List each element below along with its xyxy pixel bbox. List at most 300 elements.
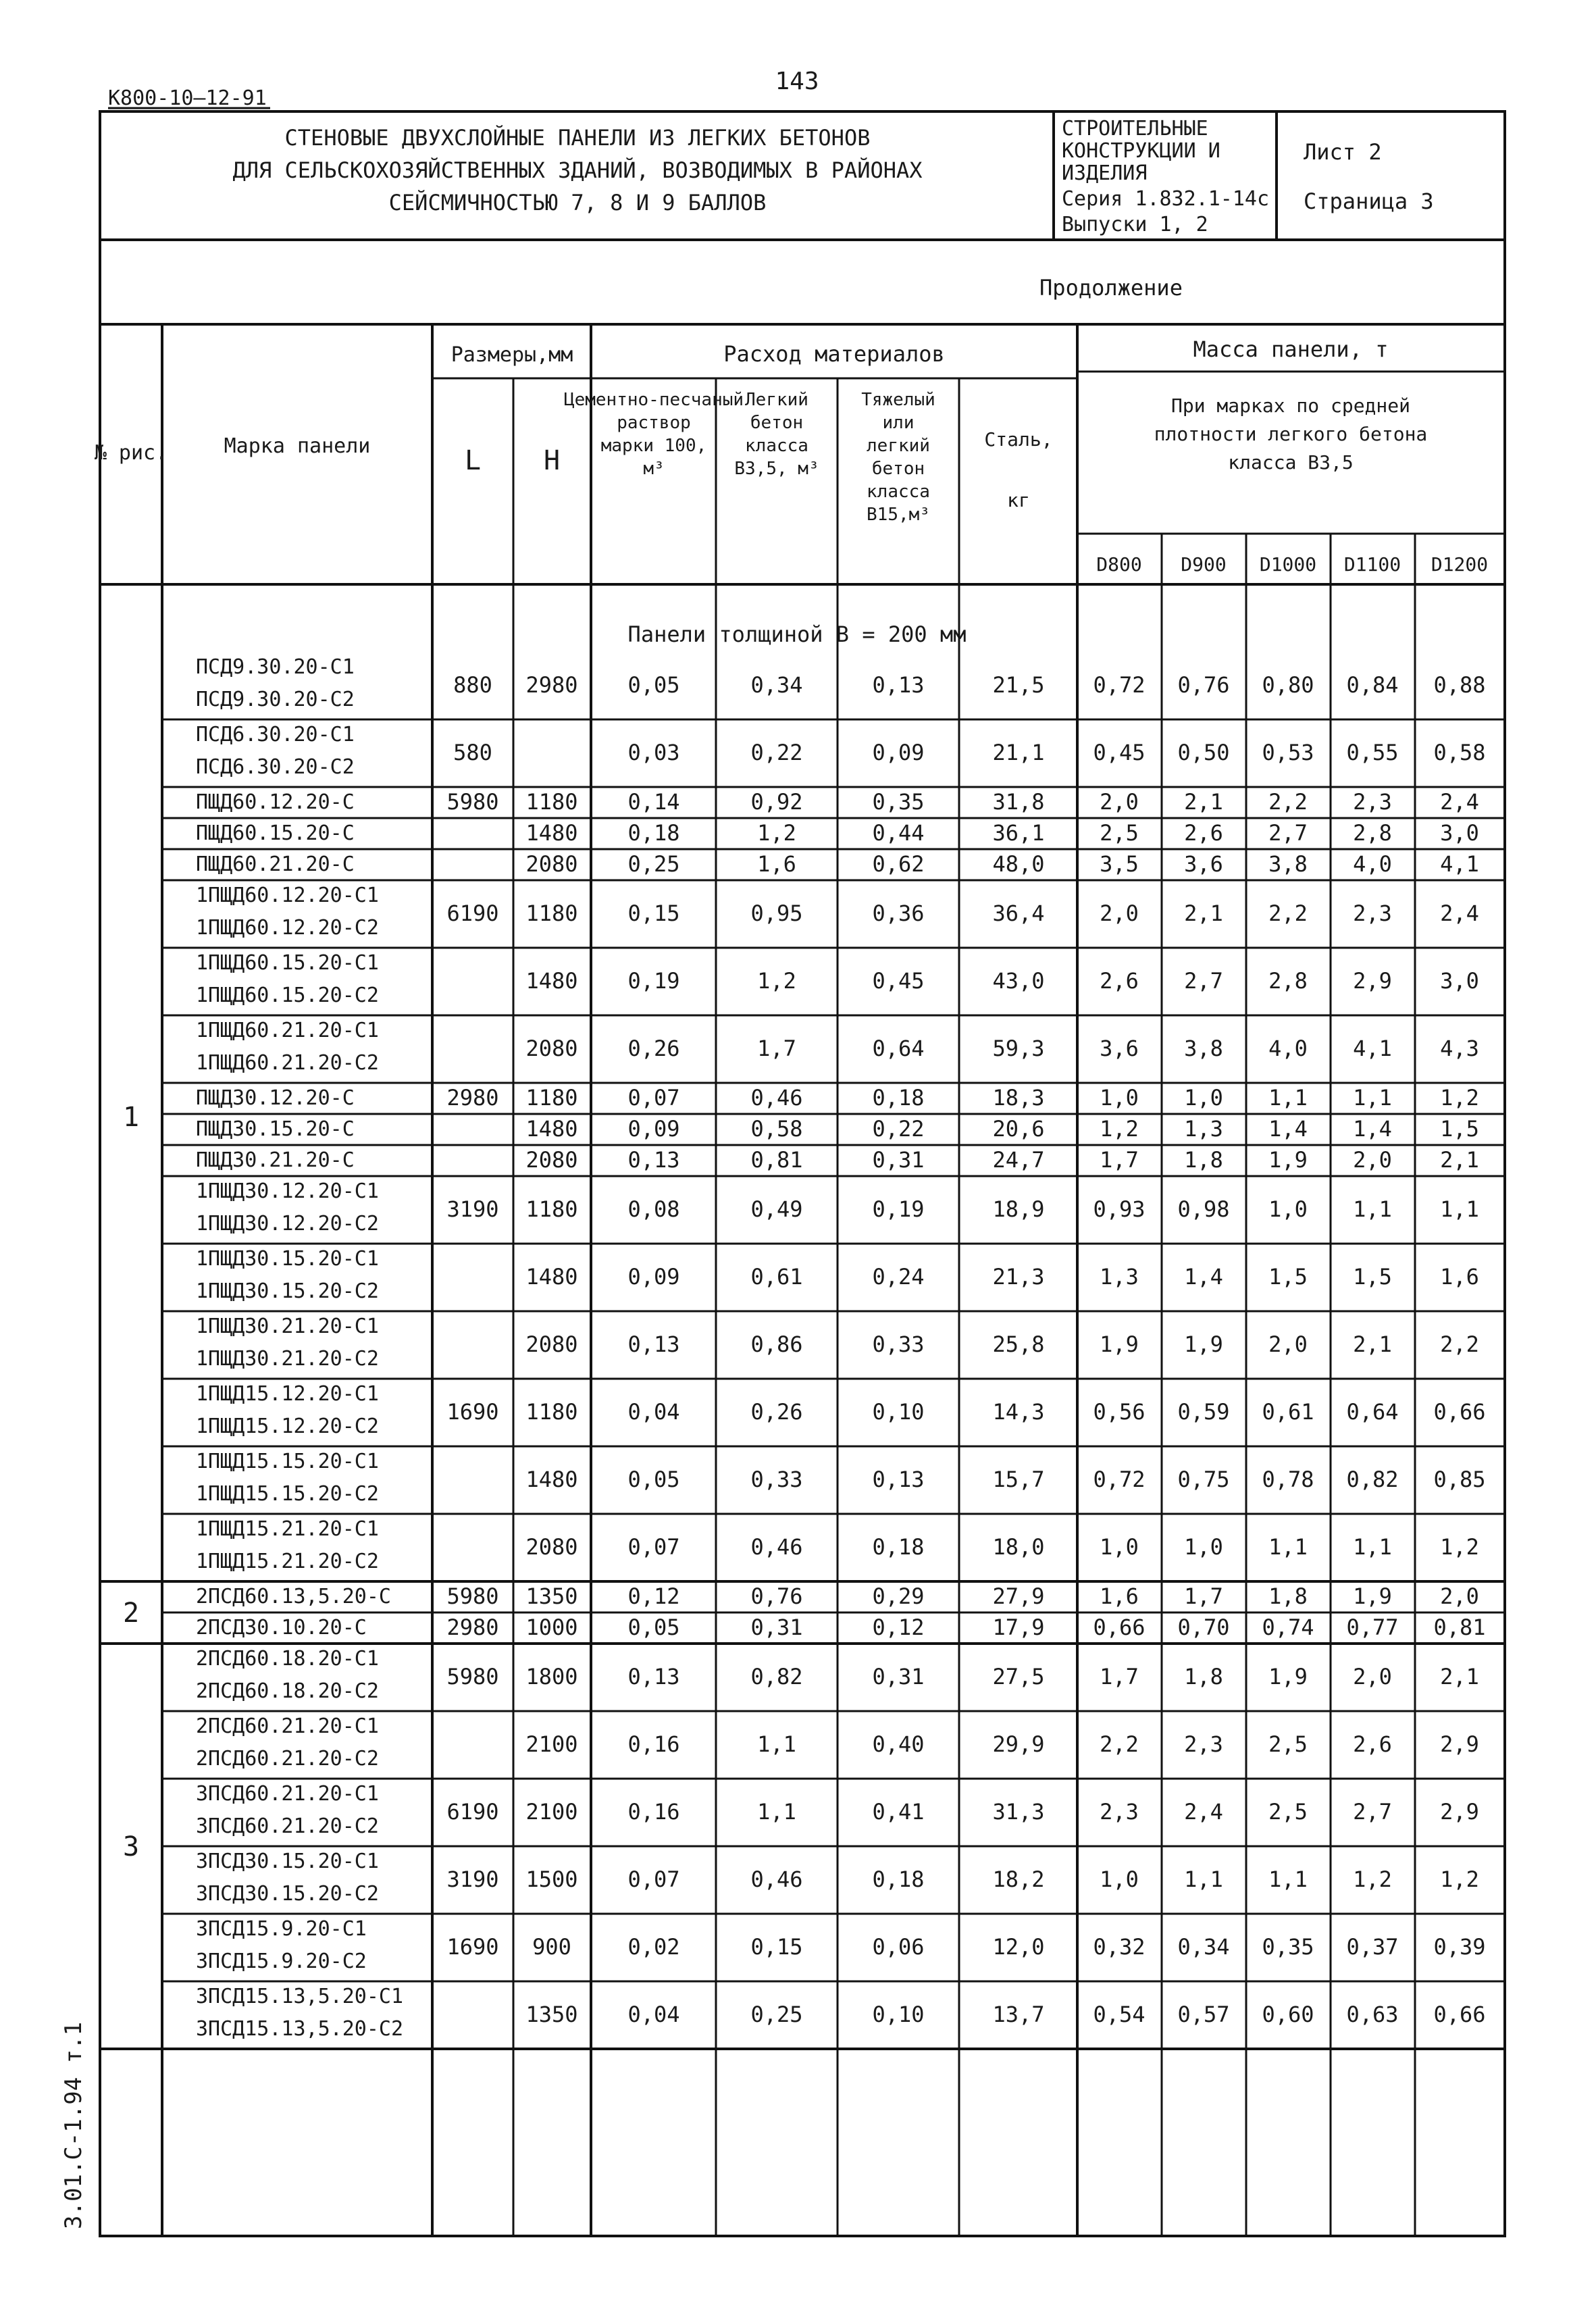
cell-mass: 0,78 [1262, 1467, 1314, 1492]
cell-mass: 2,2 [1440, 1331, 1479, 1357]
cell-mass: 2,2 [1268, 789, 1308, 815]
cell-c3: 0,13 [872, 672, 925, 698]
cell-c3: 0,13 [872, 1467, 925, 1492]
cell-mass: 0,66 [1093, 1615, 1145, 1640]
cell-mass: 3,6 [1100, 1036, 1139, 1061]
panel-mark: ПСД9.30.20-С1 [196, 655, 355, 679]
cell-mass: 3,0 [1440, 820, 1479, 846]
cell-c3: 0,31 [872, 1147, 925, 1173]
panel-mark: 1ПЩД30.15.20-С2 [196, 1279, 379, 1303]
cell-steel: 18,2 [992, 1866, 1045, 1892]
cell-mass: 2,3 [1184, 1731, 1223, 1757]
panel-mark: 1ПЩД30.21.20-С1 [196, 1315, 379, 1338]
cell-c3: 0,24 [872, 1264, 925, 1290]
cell-L: 5980 [446, 1583, 499, 1609]
cell-mass: 0,76 [1177, 672, 1230, 698]
cell-c1: 0,05 [627, 1615, 680, 1640]
cell-steel: 48,0 [992, 851, 1045, 877]
cell-c1: 0,05 [627, 1467, 680, 1492]
cell-mass: 3,5 [1100, 851, 1139, 877]
cell-c1: 0,18 [627, 820, 680, 846]
cell-c3: 0,45 [872, 968, 925, 994]
panel-mark: ПЩД60.15.20-С [196, 821, 355, 845]
cell-c1: 0,19 [627, 968, 680, 994]
cell-mass: 0,77 [1346, 1615, 1399, 1640]
cell-c3: 0,36 [872, 900, 925, 926]
cell-mass: 2,0 [1440, 1583, 1479, 1609]
cell-c1: 0,05 [627, 672, 680, 698]
cell-mass: 0,72 [1093, 672, 1145, 698]
cell-L: 1690 [446, 1399, 499, 1425]
cell-mass: 4,0 [1353, 851, 1392, 877]
cell-mass: 0,72 [1093, 1467, 1145, 1492]
panel-mark: 3ПСД30.15.20-С2 [196, 1882, 379, 1906]
cell-mass: 2,5 [1100, 820, 1139, 846]
header-heavy-concrete: Тяжелый или легкий бетон класса В15,м³ [861, 390, 935, 525]
cell-c1: 0,09 [627, 1264, 680, 1290]
cell-c1: 0,04 [627, 2002, 680, 2027]
figure-number: 2 [122, 1598, 140, 1629]
cell-c2: 0,46 [750, 1534, 803, 1560]
cell-mass: 2,1 [1184, 900, 1223, 926]
panel-mark: 2ПСД60.21.20-С1 [196, 1714, 379, 1738]
cell-H: 2080 [525, 1147, 578, 1173]
table-body [100, 584, 1505, 2236]
cell-mass: 2,0 [1268, 1331, 1308, 1357]
cell-L: 880 [453, 672, 492, 698]
cell-mass: 0,35 [1262, 1934, 1314, 1960]
cell-H: 1480 [525, 1264, 578, 1290]
cell-c1: 0,13 [627, 1664, 680, 1689]
cell-mass: 1,0 [1100, 1085, 1139, 1111]
cell-c1: 0,07 [627, 1534, 680, 1560]
panel-mark: ПЩД30.12.20-С [196, 1086, 355, 1110]
cell-c3: 0,44 [872, 820, 925, 846]
cell-steel: 59,3 [992, 1036, 1045, 1061]
cell-mass: 0,85 [1433, 1467, 1486, 1492]
cell-c2: 0,61 [750, 1264, 803, 1290]
cell-steel: 21,5 [992, 672, 1045, 698]
panel-mark: ПСД6.30.20-С1 [196, 723, 355, 746]
panel-mark: 1ПЩД15.21.20-С1 [196, 1517, 379, 1541]
cell-mass: 0,81 [1433, 1615, 1486, 1640]
cell-c1: 0,13 [627, 1147, 680, 1173]
cell-mass: 1,0 [1268, 1196, 1308, 1222]
header-cement: Цементно-песчаный раствор марки 100, м³ [563, 390, 744, 479]
panel-mark: 2ПСД30.10.20-С [196, 1616, 367, 1640]
cell-c3: 0,12 [872, 1615, 925, 1640]
cell-steel: 21,3 [992, 1264, 1045, 1290]
cell-mass: 0,53 [1262, 740, 1314, 765]
cell-mass: 0,54 [1093, 2002, 1145, 2027]
panel-mark: ПЩД30.21.20-С [196, 1148, 355, 1172]
panel-mark: 1ПЩД15.15.20-С2 [196, 1482, 379, 1506]
cell-mass: 1,3 [1184, 1116, 1223, 1142]
cell-c2: 0,81 [750, 1147, 803, 1173]
panel-mark: 3ПСД15.9.20-С2 [196, 1950, 367, 1973]
cell-L: 3190 [446, 1866, 499, 1892]
cell-L: 6190 [446, 1799, 499, 1825]
cell-mass: 4,0 [1268, 1036, 1308, 1061]
cell-H: 1180 [525, 1085, 578, 1111]
cell-L: 6190 [446, 900, 499, 926]
header-multiline-group [564, 390, 1427, 525]
cell-steel: 29,9 [992, 1731, 1045, 1757]
cell-mass: 2,1 [1440, 1664, 1479, 1689]
cell-H: 900 [532, 1934, 571, 1960]
cell-c2: 1,2 [757, 968, 796, 994]
panel-mark: 1ПЩД60.21.20-С2 [196, 1051, 379, 1075]
density-headers [1096, 553, 1488, 576]
cell-steel: 18,0 [992, 1534, 1045, 1560]
cell-c2: 0,33 [750, 1467, 803, 1492]
cell-c2: 1,7 [757, 1036, 796, 1061]
page-label: Страница 3 [1304, 188, 1434, 214]
cell-steel: 17,9 [992, 1615, 1045, 1640]
cell-L: 5980 [446, 789, 499, 815]
panel-mark: 1ПЩД30.12.20-С1 [196, 1179, 379, 1203]
cell-c1: 0,02 [627, 1934, 680, 1960]
cell-c1: 0,03 [627, 740, 680, 765]
density-header: D1000 [1259, 553, 1317, 576]
cell-mass: 2,5 [1268, 1731, 1308, 1757]
cell-H: 1500 [525, 1866, 578, 1892]
cell-mass: 1,2 [1440, 1866, 1479, 1892]
cell-c2: 1,2 [757, 820, 796, 846]
cell-steel: 36,4 [992, 900, 1045, 926]
cell-mass: 1,4 [1353, 1116, 1392, 1142]
cell-mass: 0,82 [1346, 1467, 1399, 1492]
cell-mass: 3,8 [1184, 1036, 1223, 1061]
cell-L: 3190 [446, 1196, 499, 1222]
series-line-5: Выпуски 1, 2 [1062, 213, 1208, 236]
density-header: D1200 [1431, 553, 1489, 576]
panel-mark: 1ПЩД60.21.20-С1 [196, 1019, 379, 1042]
cell-mass: 2,2 [1268, 900, 1308, 926]
cell-mass: 1,9 [1268, 1147, 1308, 1173]
cell-mass: 1,9 [1184, 1331, 1223, 1357]
cell-mass: 2,0 [1100, 900, 1139, 926]
cell-H: 2080 [525, 1331, 578, 1357]
density-header: D1100 [1343, 553, 1401, 576]
cell-steel: 27,5 [992, 1664, 1045, 1689]
cell-mass: 1,1 [1440, 1196, 1479, 1222]
cell-mass: 2,7 [1184, 968, 1223, 994]
cell-mass: 1,7 [1184, 1583, 1223, 1609]
panel-mark: 3ПСД60.21.20-С1 [196, 1782, 379, 1806]
panel-mark: 1ПЩД30.21.20-С2 [196, 1347, 379, 1371]
cell-mass: 1,4 [1268, 1116, 1308, 1142]
cell-c2: 0,26 [750, 1399, 803, 1425]
panel-mark: 1ПЩД15.15.20-С1 [196, 1450, 379, 1473]
cell-mass: 0,74 [1262, 1615, 1314, 1640]
series-line-2: КОНСТРУКЦИИ И [1062, 139, 1220, 163]
cell-mass: 0,80 [1262, 672, 1314, 698]
cell-mass: 2,1 [1184, 789, 1223, 815]
header-mass: Масса панели, т [1193, 336, 1389, 362]
cell-c2: 0,58 [750, 1116, 803, 1142]
cell-mass: 1,1 [1353, 1085, 1392, 1111]
panel-mark: 1ПЩД60.15.20-С2 [196, 984, 379, 1007]
cell-c3: 0,41 [872, 1799, 925, 1825]
page-number: 143 [775, 68, 819, 95]
cell-c2: 0,25 [750, 2002, 803, 2027]
panel-mark: ПСД6.30.20-С2 [196, 755, 355, 779]
cell-H: 2100 [525, 1731, 578, 1757]
cell-c3: 0,64 [872, 1036, 925, 1061]
cell-c1: 0,07 [627, 1085, 680, 1111]
cell-mass: 2,1 [1440, 1147, 1479, 1173]
sheet-label: Лист 2 [1304, 139, 1382, 165]
panel-mark: 1ПЩД60.15.20-С1 [196, 951, 379, 975]
cell-c2: 0,46 [750, 1085, 803, 1111]
cell-mass: 4,1 [1440, 851, 1479, 877]
cell-mass: 0,93 [1093, 1196, 1145, 1222]
series-line-3: ИЗДЕЛИЯ [1062, 161, 1148, 185]
cell-mass: 4,3 [1440, 1036, 1479, 1061]
cell-c3: 0,33 [872, 1331, 925, 1357]
cell-mass: 2,9 [1440, 1799, 1479, 1825]
cell-mass: 2,3 [1353, 789, 1392, 815]
cell-mass: 1,1 [1184, 1866, 1223, 1892]
panel-mark: 2ПСД60.21.20-С2 [196, 1747, 379, 1771]
cell-c2: 0,15 [750, 1934, 803, 1960]
cell-c2: 1,6 [757, 851, 796, 877]
cell-mass: 1,1 [1268, 1534, 1308, 1560]
cell-H: 1480 [525, 1116, 578, 1142]
density-header: D900 [1181, 553, 1227, 576]
cell-mass: 1,9 [1268, 1664, 1308, 1689]
cell-mass: 0,37 [1346, 1934, 1399, 1960]
continuation-label: Продолжение [1039, 275, 1183, 301]
panel-mark: 3ПСД30.15.20-С1 [196, 1850, 379, 1873]
cell-mass: 2,8 [1268, 968, 1308, 994]
cell-H: 1480 [525, 968, 578, 994]
cell-c3: 0,35 [872, 789, 925, 815]
cell-c1: 0,07 [627, 1866, 680, 1892]
cell-mass: 0,98 [1177, 1196, 1230, 1222]
cell-H: 2080 [525, 1036, 578, 1061]
cell-c1: 0,16 [627, 1731, 680, 1757]
panel-mark: 3ПСД15.9.20-С1 [196, 1917, 367, 1941]
cell-mass: 0,75 [1177, 1467, 1230, 1492]
cell-c3: 0,06 [872, 1934, 925, 1960]
title-line-3: СЕЙСМИЧНОСТЬЮ 7, 8 И 9 БАЛЛОВ [388, 190, 767, 215]
panel-mark: ПЩД60.21.20-С [196, 853, 355, 876]
cell-H: 1480 [525, 820, 578, 846]
cell-mass: 1,2 [1353, 1866, 1392, 1892]
title-line-2: ДЛЯ СЕЛЬСКОХОЗЯЙСТВЕННЫХ ЗДАНИЙ, ВОЗВОДИМЫХ В РАЙОНАХ [232, 157, 923, 183]
figure-number: 3 [122, 1831, 140, 1862]
cell-mass: 2,7 [1353, 1799, 1392, 1825]
cell-mass: 0,66 [1433, 2002, 1486, 2027]
cell-mass: 2,7 [1268, 820, 1308, 846]
cell-H: 1350 [525, 2002, 578, 2027]
cell-mass: 2,4 [1184, 1799, 1223, 1825]
header-H: H [543, 445, 561, 476]
cell-c2: 0,34 [750, 672, 803, 698]
cell-mass: 0,58 [1433, 740, 1486, 765]
cell-c2: 1,1 [757, 1799, 796, 1825]
cell-mass: 1,3 [1100, 1264, 1139, 1290]
panel-mark: ПСД9.30.20-С2 [196, 688, 355, 711]
panel-mark: 1ПЩД60.12.20-С1 [196, 884, 379, 907]
cell-c3: 0,18 [872, 1866, 925, 1892]
cell-mass: 1,9 [1353, 1583, 1392, 1609]
panel-mark: ПЩД30.15.20-С [196, 1117, 355, 1141]
cell-steel: 31,8 [992, 789, 1045, 815]
header-mass-desc: При марках по средней плотности легкого бетона класса В3,5 [1154, 395, 1428, 474]
cell-c3: 0,62 [872, 851, 925, 877]
cell-c2: 0,76 [750, 1583, 803, 1609]
cell-steel: 14,3 [992, 1399, 1045, 1425]
panel-mark: 2ПСД60.18.20-С2 [196, 1679, 379, 1703]
side-stamp: 3.01.С-1.94 т.1 [60, 2021, 87, 2229]
panel-mark: ПЩД60.12.20-С [196, 790, 355, 814]
cell-mass: 0,88 [1433, 672, 1486, 698]
cell-steel: 18,9 [992, 1196, 1045, 1222]
header-light-concrete: Легкий бетон класса В3,5, м³ [734, 390, 819, 479]
cell-c1: 0,12 [627, 1583, 680, 1609]
cell-mass: 1,1 [1268, 1866, 1308, 1892]
cell-mass: 1,0 [1184, 1534, 1223, 1560]
cell-mass: 3,8 [1268, 851, 1308, 877]
cell-mass: 1,5 [1440, 1116, 1479, 1142]
panel-mark: 2ПСД60.13,5.20-С [196, 1585, 391, 1608]
cell-c1: 0,16 [627, 1799, 680, 1825]
cell-steel: 20,6 [992, 1116, 1045, 1142]
cell-c3: 0,18 [872, 1085, 925, 1111]
cell-steel: 13,7 [992, 2002, 1045, 2027]
panel-mark: 1ПЩД15.12.20-С2 [196, 1415, 379, 1438]
cell-mass: 0,39 [1433, 1934, 1486, 1960]
cell-mass: 1,1 [1353, 1196, 1392, 1222]
cell-L: 580 [453, 740, 492, 765]
panel-mark: 2ПСД60.18.20-С1 [196, 1647, 379, 1671]
cell-mass: 1,7 [1100, 1147, 1139, 1173]
cell-mass: 1,8 [1184, 1147, 1223, 1173]
cell-H: 1350 [525, 1583, 578, 1609]
panel-mark: 1ПЩД30.12.20-С2 [196, 1212, 379, 1236]
cell-L: 2980 [446, 1085, 499, 1111]
cell-c2: 0,22 [750, 740, 803, 765]
cell-mass: 2,6 [1353, 1731, 1392, 1757]
cell-mass: 2,2 [1100, 1731, 1139, 1757]
cell-mass: 1,0 [1100, 1866, 1139, 1892]
cell-c2: 0,86 [750, 1331, 803, 1357]
panel-mark: 1ПЩД15.12.20-С1 [196, 1382, 379, 1406]
cell-c3: 0,22 [872, 1116, 925, 1142]
header-steel: Сталь, кг [984, 428, 1053, 511]
cell-c3: 0,18 [872, 1534, 925, 1560]
cell-mass: 3,6 [1184, 851, 1223, 877]
cell-c3: 0,10 [872, 1399, 925, 1425]
cell-mass: 0,50 [1177, 740, 1230, 765]
cell-mass: 0,66 [1433, 1399, 1486, 1425]
cell-mass: 2,0 [1100, 789, 1139, 815]
cell-mass: 3,0 [1440, 968, 1479, 994]
cell-mass: 2,6 [1184, 820, 1223, 846]
panel-mark: 1ПЩД30.15.20-С1 [196, 1247, 379, 1271]
cell-mass: 2,4 [1440, 789, 1479, 815]
cell-mass: 0,59 [1177, 1399, 1230, 1425]
cell-c3: 0,09 [872, 740, 925, 765]
cell-c2: 0,31 [750, 1615, 803, 1640]
cell-mass: 1,2 [1440, 1085, 1479, 1111]
cell-mass: 0,45 [1093, 740, 1145, 765]
cell-c1: 0,26 [627, 1036, 680, 1061]
cell-c1: 0,13 [627, 1331, 680, 1357]
cell-steel: 31,3 [992, 1799, 1045, 1825]
cell-mass: 0,60 [1262, 2002, 1314, 2027]
cell-mass: 0,70 [1177, 1615, 1230, 1640]
cell-mass: 1,2 [1100, 1116, 1139, 1142]
cell-mass: 2,0 [1353, 1147, 1392, 1173]
cell-c1: 0,15 [627, 900, 680, 926]
cell-c1: 0,04 [627, 1399, 680, 1425]
panel-mark: 3ПСД60.21.20-С2 [196, 1814, 379, 1838]
cell-c3: 0,40 [872, 1731, 925, 1757]
cell-steel: 27,9 [992, 1583, 1045, 1609]
cell-H: 1480 [525, 1467, 578, 1492]
header-L: L [464, 445, 482, 476]
cell-mass: 2,9 [1353, 968, 1392, 994]
cell-steel: 43,0 [992, 968, 1045, 994]
cell-H: 1180 [525, 789, 578, 815]
cell-c2: 0,46 [750, 1866, 803, 1892]
cell-c3: 0,29 [872, 1583, 925, 1609]
section-title: Панели толщиной В = 200 мм [627, 621, 967, 647]
cell-steel: 15,7 [992, 1467, 1045, 1492]
cell-mass: 2,3 [1100, 1799, 1139, 1825]
cell-steel: 18,3 [992, 1085, 1045, 1111]
cell-c1: 0,25 [627, 851, 680, 877]
panel-mark: 1ПЩД60.12.20-С2 [196, 916, 379, 940]
cell-mass: 2,4 [1440, 900, 1479, 926]
cell-c3: 0,31 [872, 1664, 925, 1689]
cell-mass: 1,5 [1268, 1264, 1308, 1290]
doc-code: К800-10—12-91 [108, 86, 267, 110]
cell-mass: 4,1 [1353, 1036, 1392, 1061]
cell-c2: 0,95 [750, 900, 803, 926]
cell-mass: 1,7 [1100, 1664, 1139, 1689]
header-materials: Расход материалов [723, 341, 945, 367]
cell-c1: 0,08 [627, 1196, 680, 1222]
cell-c3: 0,10 [872, 2002, 925, 2027]
header-mark: Марка панели [224, 434, 371, 458]
panel-mark: 3ПСД15.13,5.20-С2 [196, 2017, 404, 2041]
figure-number: 1 [122, 1102, 140, 1133]
cell-mass: 2,9 [1440, 1731, 1479, 1757]
cell-mass: 2,3 [1353, 900, 1392, 926]
cell-mass: 1,9 [1100, 1331, 1139, 1357]
cell-mass: 0,84 [1346, 672, 1399, 698]
cell-c1: 0,09 [627, 1116, 680, 1142]
header-sizes: Размеры,мм [451, 343, 573, 367]
cell-H: 2980 [525, 672, 578, 698]
cell-mass: 0,64 [1346, 1399, 1399, 1425]
cell-mass: 2,5 [1268, 1799, 1308, 1825]
cell-H: 1180 [525, 900, 578, 926]
cell-H: 1800 [525, 1664, 578, 1689]
title-line-1: СТЕНОВЫЕ ДВУХСЛОЙНЫЕ ПАНЕЛИ ИЗ ЛЕГКИХ БЕТОНОВ [284, 125, 871, 151]
cell-mass: 0,34 [1177, 1934, 1230, 1960]
cell-c3: 0,19 [872, 1196, 925, 1222]
cell-L: 1690 [446, 1934, 499, 1960]
series-line-1: СТРОИТЕЛЬНЫЕ [1062, 117, 1208, 141]
series-line-4: Серия 1.832.1-14с [1062, 187, 1270, 211]
cell-steel: 24,7 [992, 1147, 1045, 1173]
